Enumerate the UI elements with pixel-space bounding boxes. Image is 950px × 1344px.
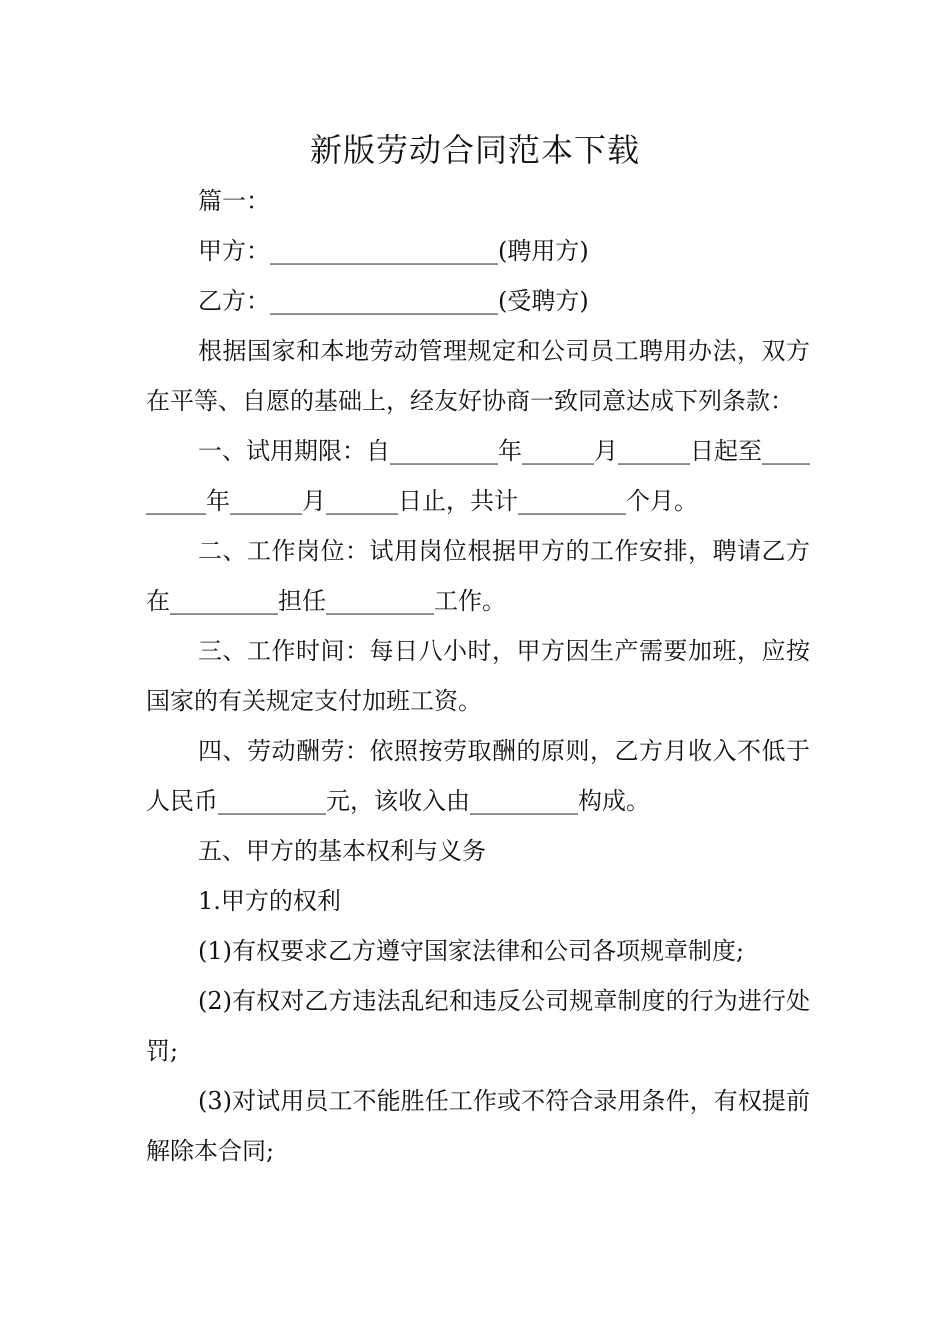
document-title: 新版劳动合同范本下载 — [309, 131, 640, 169]
employer-right-item: (2)有权对乙方违法乱纪和违反公司规章制度的行为进行处罚; — [146, 987, 810, 1065]
preamble-paragraph: 根据国家和本地劳动管理规定和公司员工聘用办法，双方在平等、自愿的基础上，经友好协商一致同意达成下列条款： — [146, 337, 810, 415]
party-a-line: 甲方：___________________(聘用方) — [198, 237, 589, 265]
clause-employer-rights-heading: 五、甲方的基本权利与义务 — [198, 837, 486, 865]
employer-right-item: (1)有权要求乙方遵守国家法律和公司各项规章制度; — [198, 937, 745, 965]
document-body — [146, 176, 810, 1176]
subheading-employer-rights: 1.甲方的权利 — [198, 887, 341, 915]
clause-probation-period: 一、试用期限：自_________年______月______日起至_________年______月______日止，共计_________个月。 — [146, 437, 810, 515]
employer-right-item: (3)对试用员工不能胜任工作或不符合录用条件，有权提前解除本合同; — [146, 1087, 810, 1165]
clause-working-hours: 三、工作时间：每日八小时，甲方因生产需要加班，应按国家的有关规定支付加班工资。 — [146, 637, 810, 715]
party-b-line: 乙方：___________________(受聘方) — [198, 287, 589, 315]
clause-remuneration: 四、劳动酬劳：依照按劳取酬的原则，乙方月收入不低于人民币_________元，该收入由_________构成。 — [146, 737, 810, 815]
section-heading: 篇一： — [198, 187, 270, 215]
clause-job-position: 二、工作岗位：试用岗位根据甲方的工作安排，聘请乙方在_________担任_________工作。 — [146, 537, 810, 615]
